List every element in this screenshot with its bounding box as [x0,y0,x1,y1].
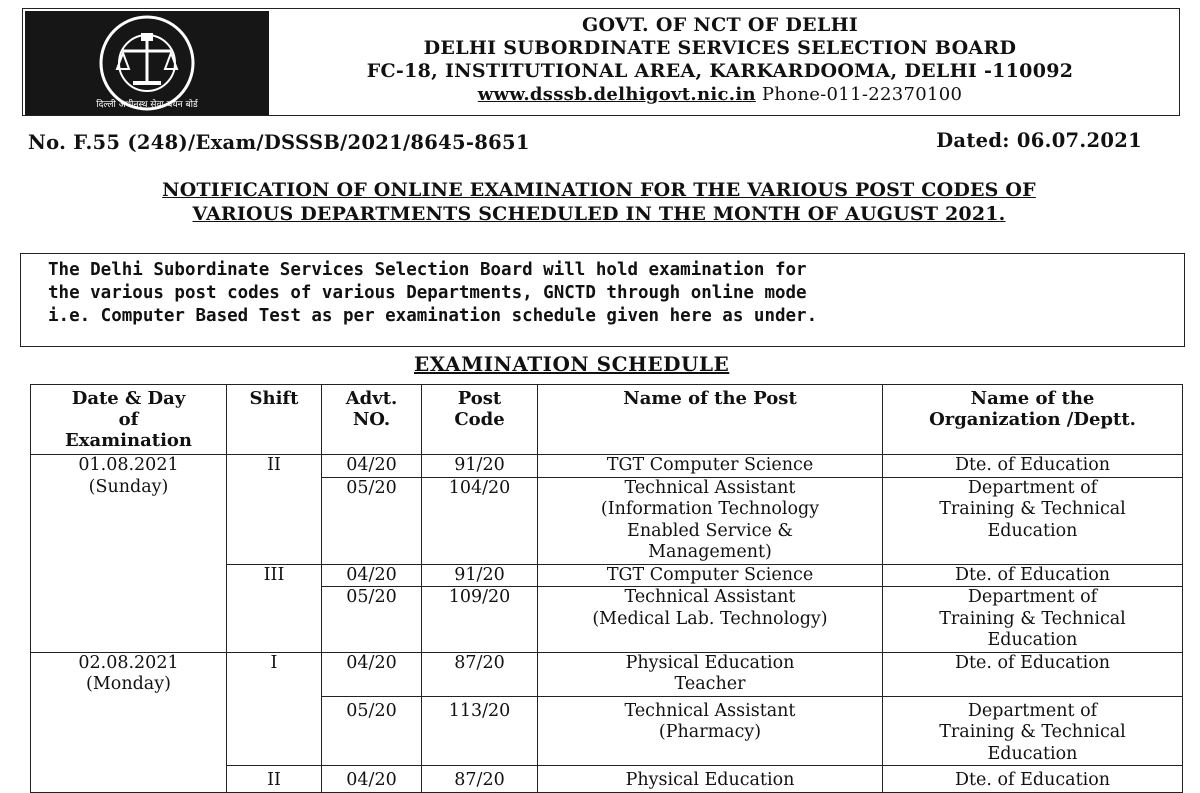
organization-cell: Dte. of Education [883,652,1183,696]
post-name-cell: TGT Computer Science [538,455,883,478]
advt-cell: 04/20 [322,652,422,696]
advt-cell: 05/20 [322,477,422,564]
advt-cell: 05/20 [322,696,422,766]
examination-schedule-table [30,384,1183,793]
date-cell: 02.08.2021 (Monday) [31,652,227,792]
table-row [31,455,1183,478]
shift-cell: II [227,455,322,565]
post-name-cell: TGT Computer Science [538,564,883,587]
shift-cell: I [227,652,322,766]
schedule-title: EXAMINATION SCHEDULE [414,352,730,376]
organization-cell: Department of Training & Technical Education [883,587,1183,653]
header-post-code: Post Code [422,385,538,455]
date-cell: 01.08.2021 (Sunday) [31,455,227,653]
table-header-row [31,385,1183,455]
post-name-cell: Technical Assistant (Pharmacy) [538,696,883,766]
advt-cell: 04/20 [322,455,422,478]
post-code-cell: 87/20 [422,766,538,793]
govt-line: GOVT. OF NCT OF DELHI [581,14,859,36]
header-post-name: Name of the Post [538,385,883,455]
post-code-cell: 87/20 [422,652,538,696]
phone-number: Phone-011-22370100 [761,84,963,105]
organization-header [280,14,1160,106]
post-code-cell: 91/20 [422,564,538,587]
post-name-cell: Technical Assistant (Medical Lab. Technology) [538,587,883,653]
dsssb-logo [25,11,269,115]
scales-of-justice-icon [25,11,269,115]
post-code-cell: 109/20 [422,587,538,653]
advt-cell: 05/20 [322,587,422,653]
header-advt: Advt. NO. [322,385,422,455]
advt-cell: 04/20 [322,564,422,587]
organization-cell: Dte. of Education [883,766,1183,793]
post-code-cell: 113/20 [422,696,538,766]
shift-cell: III [227,564,322,652]
organization-cell: Department of Training & Technical Education [883,477,1183,564]
date-line: Dated: 06.07.2021 [936,129,1142,152]
post-name-cell: Technical Assistant (Information Technology Enabled Service & Management) [538,477,883,564]
organization-cell: Dte. of Education [883,455,1183,478]
header-shift: Shift [227,385,322,455]
website-link[interactable]: www.dsssb.delhigovt.nic.in [477,84,756,105]
intro-text: The Delhi Subordinate Services Selection Board will hold examination for the various post codes of various Departments, GNCTD through online mode i.e. Computer Based Test as per examination schedule given here as under. [48,260,818,326]
post-name-cell: Physical Education [538,766,883,793]
shift-cell: II [227,766,322,793]
reference-number: No. F.55 (248)/Exam/DSSSB/2021/8645-8651 [28,131,530,154]
advt-cell: 04/20 [322,766,422,793]
header-organization: Name of the Organization /Deptt. [883,385,1183,455]
table-row [31,652,1183,696]
header-date: Date & Day of Examination [31,385,227,455]
post-code-cell: 91/20 [422,455,538,478]
organization-cell: Dte. of Education [883,564,1183,587]
board-address: FC-18, INSTITUTIONAL AREA, KARKARDOOMA, DELHI -110092 [366,60,1074,82]
post-code-cell: 104/20 [422,477,538,564]
svg-text:दिल्ली अधीनस्थ सेवा चयन बोर्ड: दिल्ली अधीनस्थ सेवा चयन बोर्ड [96,100,198,110]
board-name: DELHI SUBORDINATE SERVICES SELECTION BOARD [423,37,1017,59]
post-name-cell: Physical Education Teacher [538,652,883,696]
notification-title: NOTIFICATION OF ONLINE EXAMINATION FOR THE VARIOUS POST CODES OF VARIOUS DEPARTMENTS SCHEDULED IN THE MONTH OF AUGUST 2021. [162,179,1036,225]
organization-cell: Department of Training & Technical Education [883,696,1183,766]
contact-line [280,83,1160,106]
